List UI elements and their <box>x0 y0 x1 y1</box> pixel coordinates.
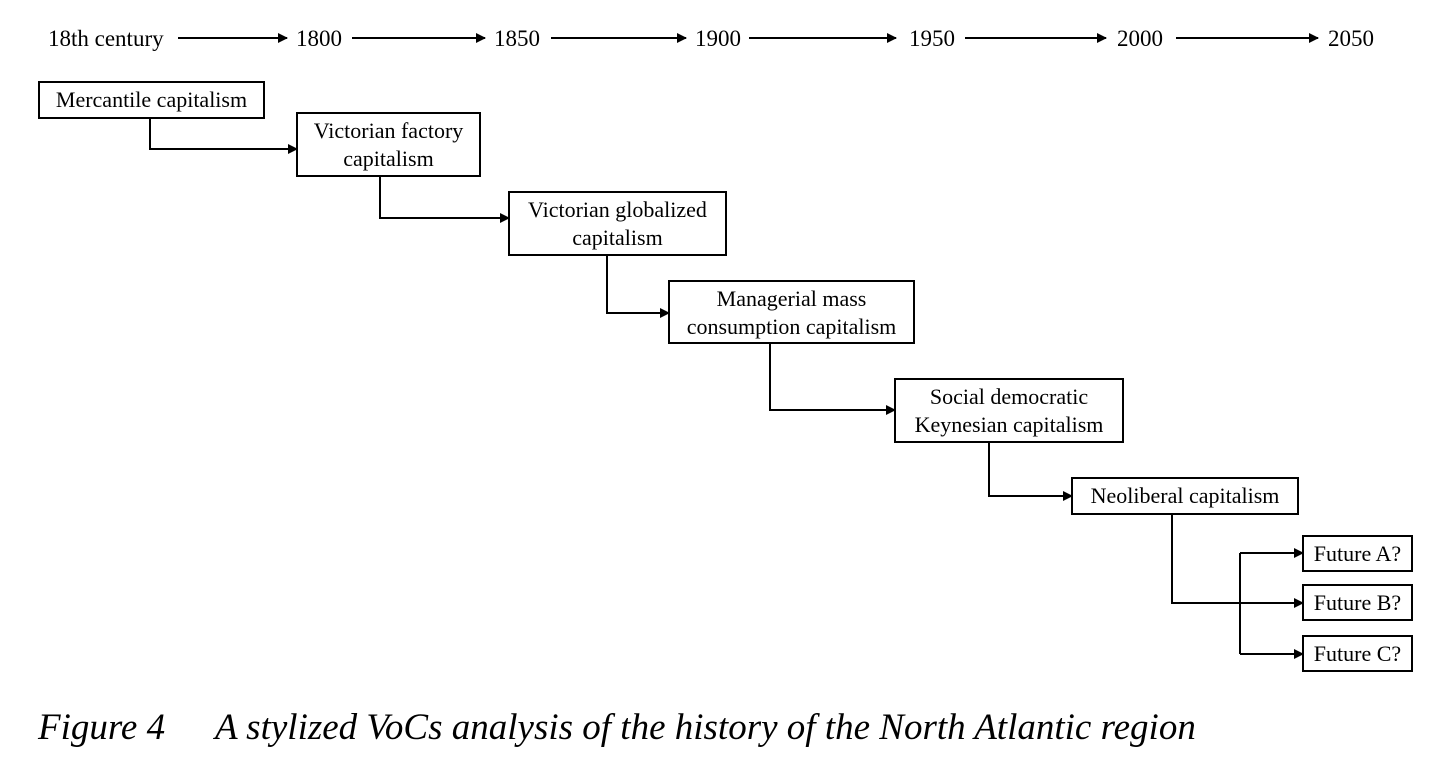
figure-caption <box>37 707 1196 748</box>
box-mercantile-capitalism <box>39 82 264 118</box>
box-label-line-2: consumption capitalism <box>686 314 897 339</box>
caption-figure-label: Figure 4 <box>38 707 166 748</box>
box-label: Future A? <box>1313 541 1402 566</box>
box-label-line-1: Managerial mass <box>716 286 867 311</box>
connector-arrow <box>380 176 509 218</box>
connector-arrow <box>607 255 669 313</box>
box-future-b <box>1303 585 1412 620</box>
box-label-line-2: capitalism <box>343 146 434 171</box>
box-neoliberal-capitalism <box>1072 478 1298 514</box>
connector-arrow <box>1172 514 1303 603</box>
connector-arrow <box>989 442 1072 496</box>
box-label: Mercantile capitalism <box>55 87 248 112</box>
box-label: Neoliberal capitalism <box>1090 483 1280 508</box>
box-label-line-1: Victorian globalized <box>528 197 707 222</box>
timeline-label-1900: 1900 <box>695 26 741 51</box>
box-managerial-mass-consumption-capitalism <box>669 281 914 343</box>
timeline-label-2000: 2000 <box>1117 26 1163 51</box>
box-label-line-2: Keynesian capitalism <box>914 412 1104 437</box>
box-future-a <box>1303 536 1412 571</box>
timeline-label-18th-century: 18th century <box>48 26 164 51</box>
box-future-c <box>1303 636 1412 671</box>
timeline-label-1800: 1800 <box>296 26 342 51</box>
box-label-line-1: Social democratic <box>929 384 1089 409</box>
timeline-label-1950: 1950 <box>909 26 955 51</box>
timeline-label-1850: 1850 <box>494 26 540 51</box>
box-label: Future C? <box>1313 641 1402 666</box>
connector-arrow <box>770 343 895 410</box>
box-label-line-1: Victorian factory <box>313 118 464 143</box>
box-label: Future B? <box>1313 590 1402 615</box>
stage-boxes <box>39 82 1412 671</box>
connector-arrow <box>150 118 297 149</box>
box-social-democratic-keynesian-capitalism <box>895 379 1123 442</box>
timeline-label-2050: 2050 <box>1328 26 1374 51</box>
caption-text: A stylized VoCs analysis of the history of the North Atlantic region <box>215 707 1196 748</box>
box-victorian-factory-capitalism <box>297 113 480 176</box>
box-label-line-2: capitalism <box>572 225 663 250</box>
box-victorian-globalized-capitalism <box>509 192 726 255</box>
timeline <box>48 26 1374 51</box>
